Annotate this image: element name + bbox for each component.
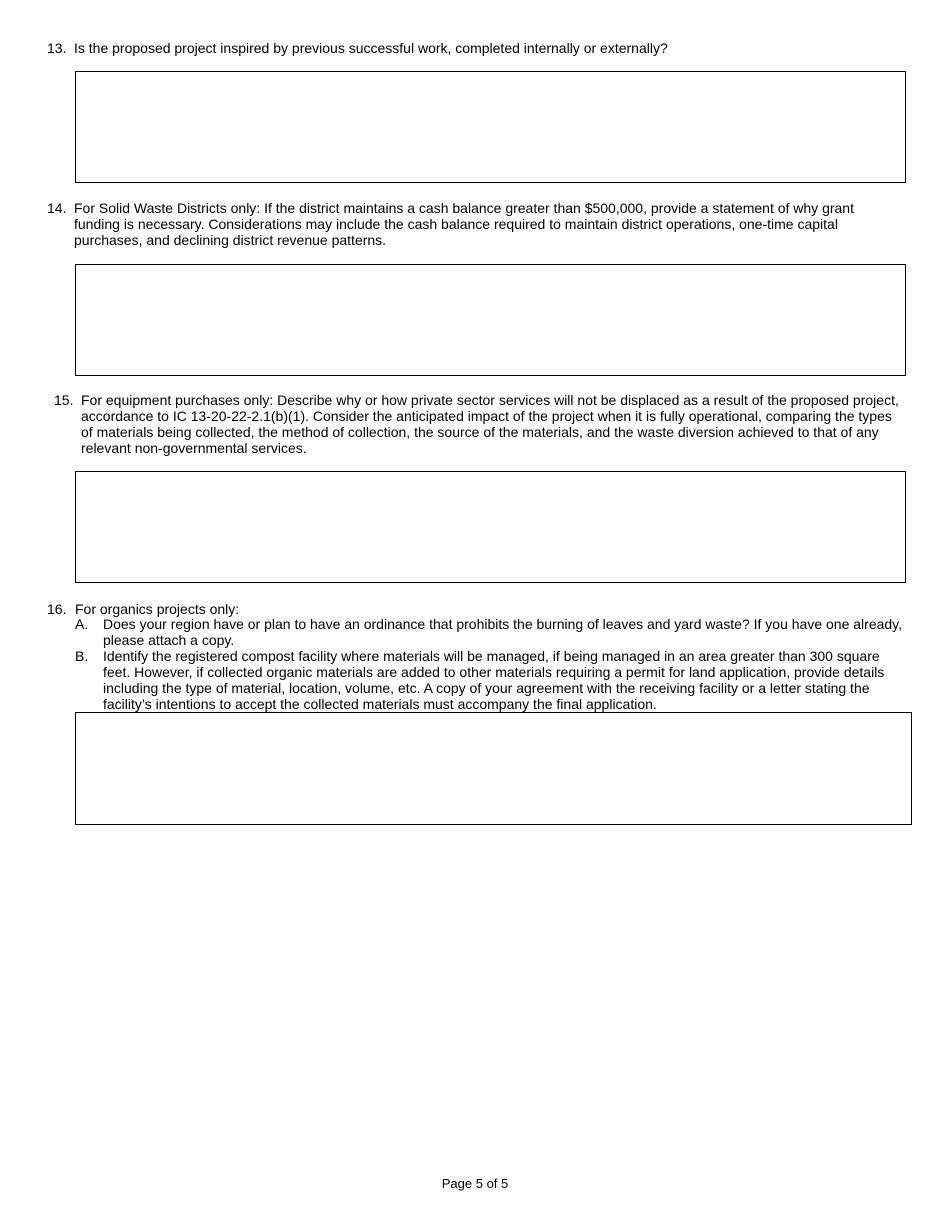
question-15-text: For equipment purchases only: Describe why or how private sector services will not be displaced as a result of the proposed project, accordance to IC 13-20-22-2.1(b)(1). Consider the anticipated impact of the project when it is fully operational, comparing the types of materials being collected, the method of collection, the source of the materials, and the waste diversion achieved to that of any relevant non-governmental services. xyxy=(81,392,899,456)
question-16-sub-b xyxy=(75,648,890,712)
question-14 xyxy=(47,200,887,248)
question-16-sub-b-letter: B. xyxy=(75,648,89,664)
question-16-sub-a-text: Does your region have or plan to have an ordinance that prohibits the burning of leaves and yard waste? If you have one already, please attach a copy. xyxy=(103,616,903,648)
question-15-answer-box[interactable] xyxy=(75,471,906,583)
question-16-sub-a xyxy=(75,616,907,648)
question-14-answer-box[interactable] xyxy=(75,264,906,376)
question-16 xyxy=(47,601,907,617)
question-15 xyxy=(54,392,904,456)
question-16-answer-box[interactable] xyxy=(75,712,912,825)
question-13-answer-box[interactable] xyxy=(75,71,906,183)
page-number: Page 5 of 5 xyxy=(441,1176,509,1191)
question-13-number: 13. xyxy=(47,40,67,56)
question-14-number: 14. xyxy=(47,200,67,216)
question-16-text: For organics projects only: xyxy=(75,601,240,617)
question-14-text: For Solid Waste Districts only: If the district maintains a cash balance greater than $500,000, provide a statement of why grant funding is necessary. Considerations may include the cash balance required to maintain district operations, one-time capital purchases, and declining district revenue patterns. xyxy=(74,200,854,248)
question-16-sub-a-letter: A. xyxy=(75,616,89,632)
question-16-number: 16. xyxy=(47,601,67,617)
question-16-sub-b-text: Identify the registered compost facility where materials will be managed, if being managed in an area greater than 300 square feet. However, if collected organic materials are added to other materials requiring a permit for land application, provide details including the type of material, location, volume, etc. A copy of your agreement with the receiving facility or a letter stating the facility’s intentions to accept the collected materials must accompany the final application. xyxy=(103,648,885,712)
question-13 xyxy=(47,40,917,56)
question-13-text: Is the proposed project inspired by previous successful work, completed internally or externally? xyxy=(74,40,668,56)
question-15-number: 15. xyxy=(54,392,74,408)
